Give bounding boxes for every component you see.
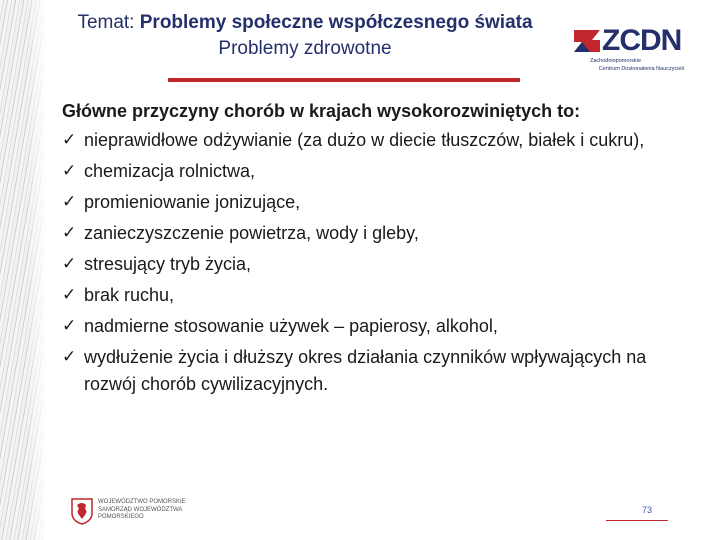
emblem-caption-line: WOJEWÓDZTWO POMORSKIE <box>98 499 186 505</box>
emblem-caption <box>98 499 208 522</box>
footer-emblem <box>70 497 200 525</box>
list-item <box>62 220 702 247</box>
slide-body <box>62 97 702 402</box>
list-item <box>62 313 702 340</box>
list-item <box>62 251 702 278</box>
content-heading: Główne przyczyny chorób w krajach wysokorozwiniętych to: <box>62 101 581 121</box>
subtitle: Problemy zdrowotne <box>218 38 392 59</box>
zcdn-flag-icon <box>572 26 602 56</box>
check-icon: ✓ <box>62 254 77 274</box>
list-item <box>62 158 702 185</box>
list-item <box>62 282 702 309</box>
slide-title <box>40 10 570 62</box>
logo-subtitle-2: Centrum Doskonalenia Nauczycieli <box>598 66 684 72</box>
list-item <box>62 344 702 398</box>
griffin-emblem-icon <box>70 497 94 525</box>
emblem-caption-line: POMORSKIEGO <box>98 514 144 520</box>
title-line <box>40 10 570 36</box>
footer-rule <box>606 520 668 521</box>
emblem-caption-line: SAMORZĄD WOJEWÓDZTWA <box>98 506 183 513</box>
list-item-text: stresujący tryb życia, <box>84 254 252 274</box>
zcdn-logo <box>572 26 684 74</box>
list-item-text: chemizacja rolnictwa, <box>84 161 256 181</box>
check-icon: ✓ <box>62 285 77 305</box>
check-icon: ✓ <box>62 130 77 150</box>
check-icon: ✓ <box>62 161 77 181</box>
list-item-text: nadmierne stosowanie używek – papierosy, alkohol, <box>84 316 498 336</box>
logo-subtitle-1: Zachodniopomorskie <box>590 58 642 64</box>
list-item-text: zanieczyszczenie powietrza, wody i gleby, <box>84 223 419 243</box>
title-topic: Problemy społeczne współczesnego świata <box>139 12 533 33</box>
check-icon: ✓ <box>62 223 77 243</box>
list-item <box>62 189 702 216</box>
list-item-text: promieniowanie jonizujące, <box>84 192 301 212</box>
title-underline <box>168 78 520 82</box>
check-icon: ✓ <box>62 316 77 336</box>
page-number: 73 <box>642 505 653 515</box>
logo-wordmark: ZCDN <box>602 24 682 57</box>
list-item-text: wydłużenie życia i dłuższy okres działania czynników wpływających na rozwój chorób cywilizacyjnych. <box>84 347 647 394</box>
decorative-manuscript-strip <box>0 0 46 540</box>
list-item-text: brak ruchu, <box>84 285 175 305</box>
title-prefix: Temat: <box>77 12 140 33</box>
check-icon: ✓ <box>62 347 77 367</box>
list-item <box>62 127 702 154</box>
causes-list <box>62 127 702 398</box>
check-icon: ✓ <box>62 192 77 212</box>
list-item-text: nieprawidłowe odżywianie (za dużo w diecie tłuszczów, białek i cukru), <box>84 130 645 150</box>
